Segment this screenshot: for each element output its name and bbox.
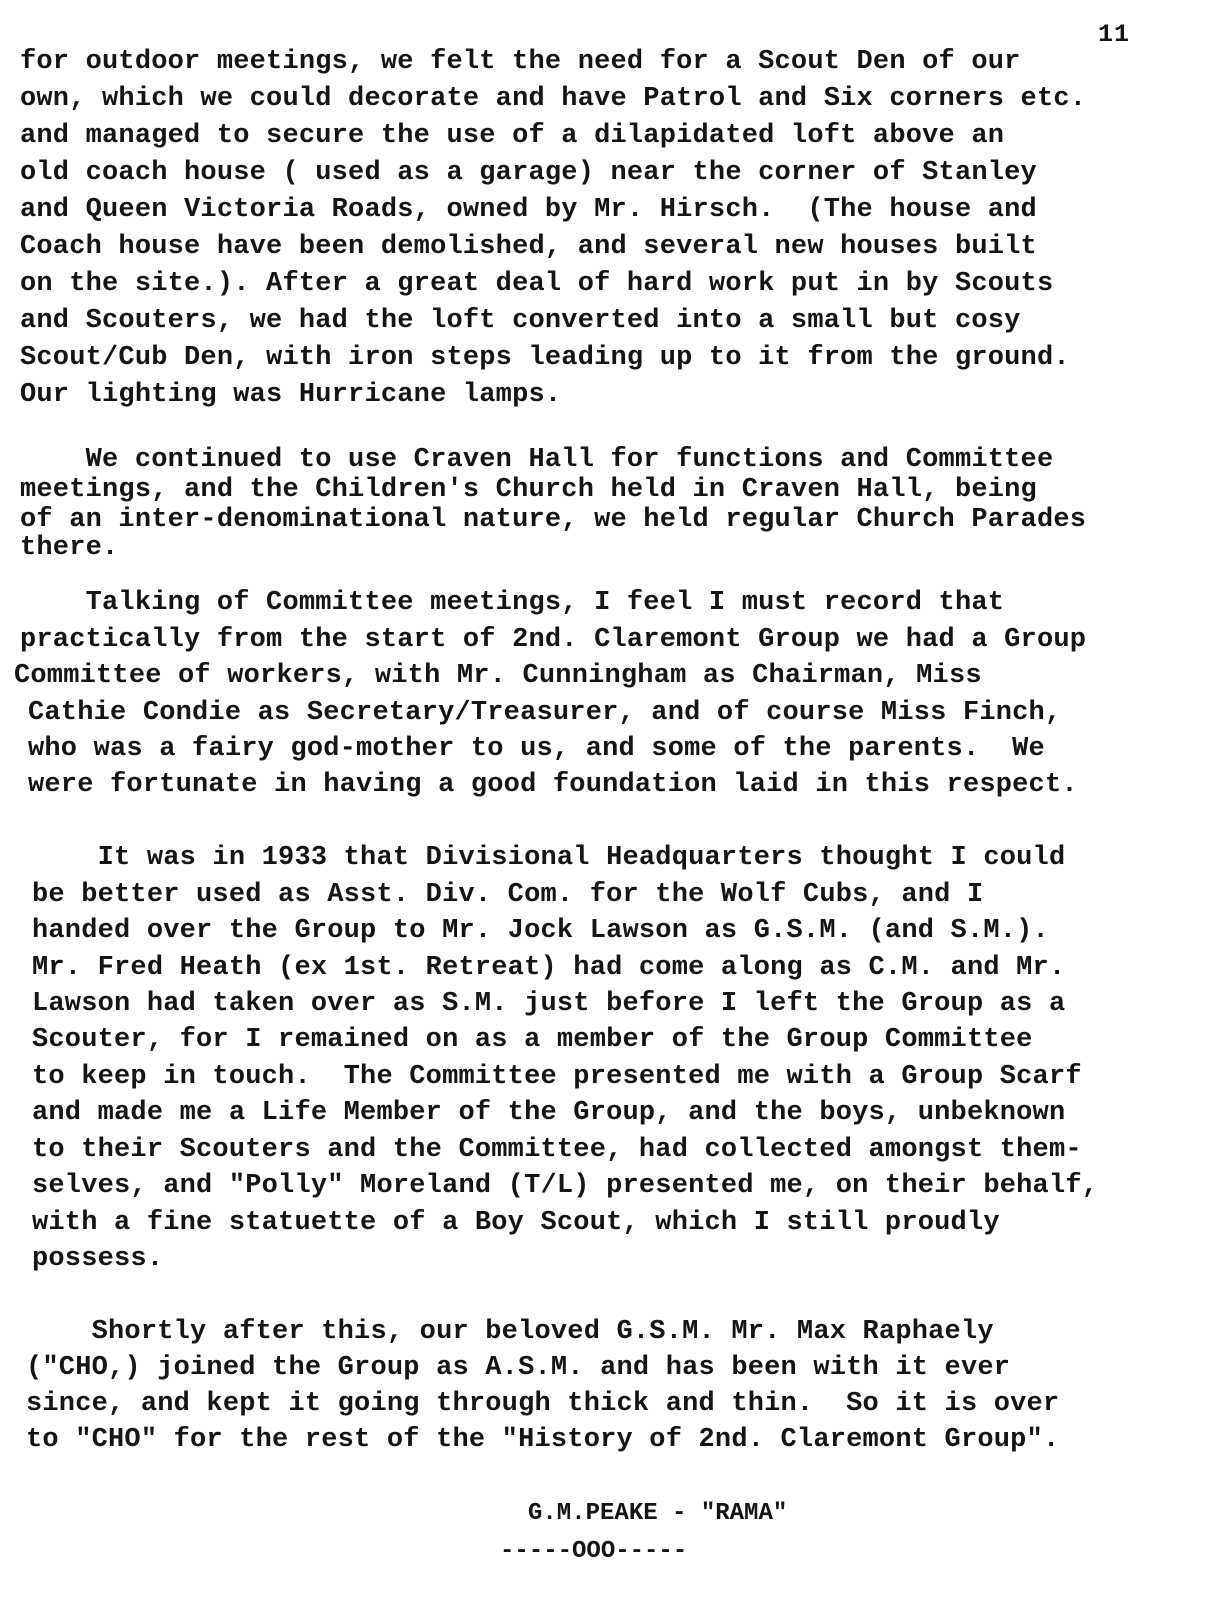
text-line: and Queen Victoria Roads, owned by Mr. Hirsch. (The house and bbox=[20, 195, 1037, 225]
text-line: Cathie Condie as Secretary/Treasurer, and of course Miss Finch, bbox=[28, 698, 1062, 728]
text-line: for outdoor meetings, we felt the need for a Scout Den of our bbox=[20, 47, 1021, 77]
text-line: Lawson had taken over as S.M. just before I left the Group as a bbox=[32, 989, 1066, 1019]
text-line: own, which we could decorate and have Patrol and Six corners etc. bbox=[20, 84, 1087, 114]
text-line: be better used as Asst. Div. Com. for the Wolf Cubs, and I bbox=[32, 880, 984, 910]
text-line: Talking of Committee meetings, I feel I must record that bbox=[20, 588, 1005, 618]
text-line: and made me a Life Member of the Group, and the boys, unbeknown bbox=[32, 1098, 1066, 1128]
text-line: old coach house ( used as a garage) near the corner of Stanley bbox=[20, 158, 1037, 188]
text-line: possess. bbox=[32, 1244, 164, 1274]
text-line: and Scouters, we had the loft converted into a small but cosy bbox=[20, 306, 1021, 336]
text-line: It was in 1933 that Divisional Headquarters thought I could bbox=[32, 843, 1066, 873]
text-line: to their Scouters and the Committee, had collected amongst them- bbox=[32, 1135, 1082, 1165]
text-line: Mr. Fred Heath (ex 1st. Retreat) had come along as C.M. and Mr. bbox=[32, 953, 1066, 983]
text-line: on the site.). After a great deal of hard work put in by Scouts bbox=[20, 269, 1054, 299]
text-line: to "CHO" for the rest of the "History of 2nd. Claremont Group". bbox=[26, 1425, 1060, 1455]
text-line: Shortly after this, our beloved G.S.M. Mr. Max Raphaely bbox=[26, 1317, 994, 1347]
text-line: We continued to use Craven Hall for functions and Committee bbox=[20, 445, 1054, 475]
text-line: Scout/Cub Den, with iron steps leading up to it from the ground. bbox=[20, 343, 1070, 373]
end-mark: -----OOO----- bbox=[500, 1538, 688, 1565]
text-line: of an inter-denominational nature, we held regular Church Parades bbox=[20, 505, 1087, 535]
text-line: there. bbox=[20, 533, 119, 563]
text-line: Our lighting was Hurricane lamps. bbox=[20, 380, 562, 410]
text-line: Scouter, for I remained on as a member of the Group Committee bbox=[32, 1025, 1033, 1055]
page-number: 11 bbox=[1098, 20, 1131, 49]
text-line: to keep in touch. The Committee presented me with a Group Scarf bbox=[32, 1062, 1082, 1092]
text-line: selves, and "Polly" Moreland (T/L) presented me, on their behalf, bbox=[32, 1171, 1099, 1201]
text-line: handed over the Group to Mr. Jock Lawson as G.S.M. (and S.M.). bbox=[32, 916, 1049, 946]
text-line: were fortunate in having a good foundation laid in this respect. bbox=[28, 770, 1078, 800]
text-line: with a fine statuette of a Boy Scout, which I still proudly bbox=[32, 1208, 1000, 1238]
signature: G.M.PEAKE - "RAMA" bbox=[528, 1500, 788, 1527]
text-line: practically from the start of 2nd. Claremont Group we had a Group bbox=[20, 625, 1087, 655]
text-line: meetings, and the Children's Church held in Craven Hall, being bbox=[20, 475, 1037, 505]
text-line: since, and kept it going through thick and thin. So it is over bbox=[26, 1389, 1060, 1419]
text-line: Committee of workers, with Mr. Cunningham as Chairman, Miss bbox=[14, 661, 982, 691]
text-line: and managed to secure the use of a dilapidated loft above an bbox=[20, 121, 1005, 151]
text-line: Coach house have been demolished, and several new houses built bbox=[20, 232, 1037, 262]
text-line: ("CHO,) joined the Group as A.S.M. and has been with it ever bbox=[26, 1353, 1011, 1383]
text-line: who was a fairy god-mother to us, and some of the parents. We bbox=[28, 734, 1045, 764]
